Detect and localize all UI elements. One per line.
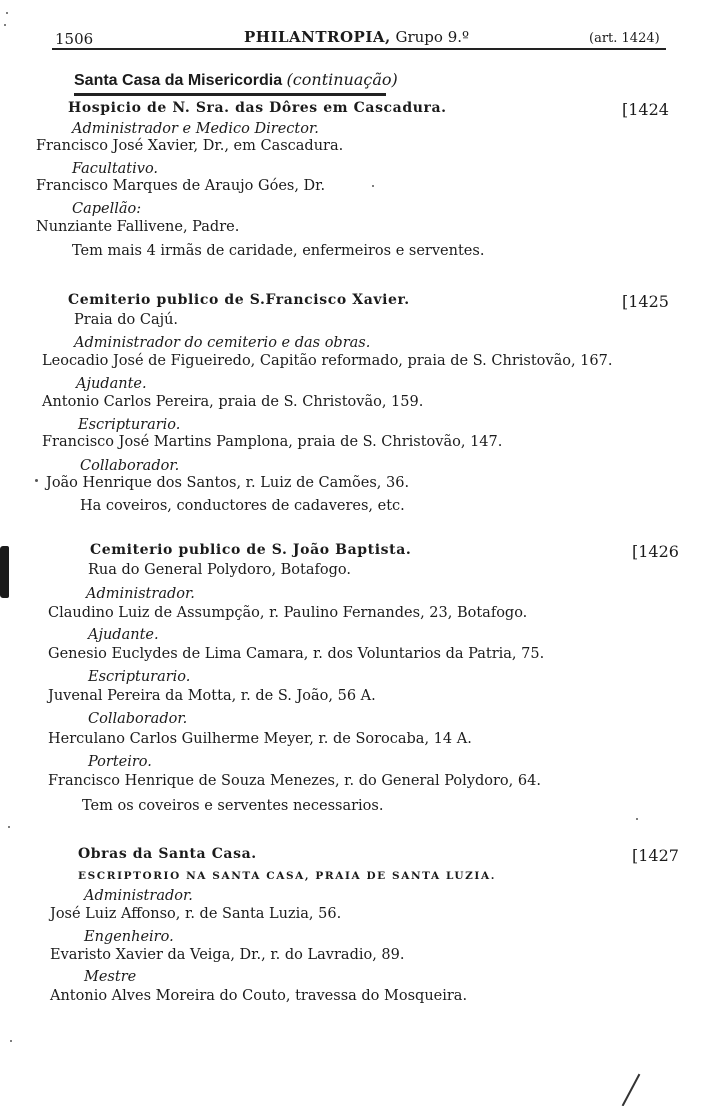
- entry-line: Francisco José Martins Pamplona, praia de S. Christovão, 147.: [42, 434, 503, 450]
- entry-role: Ajudante.: [88, 627, 159, 643]
- pencil-stroke: [622, 1074, 641, 1106]
- entry-line: Rua do General Polydoro, Botafogo.: [88, 562, 351, 578]
- entry-ref-1426: [1426: [632, 542, 679, 561]
- entry-role: Capellão:: [72, 201, 142, 217]
- header-rule: [52, 48, 666, 50]
- entry-heading-1424: Hospicio de N. Sra. das Dôres em Cascadura.: [68, 100, 447, 116]
- speck: [636, 818, 638, 820]
- entry-role: Engenheiro.: [84, 929, 174, 945]
- speck: [35, 479, 38, 482]
- entry-line: Ha coveiros, conductores de cadaveres, etc.: [80, 498, 405, 514]
- entry-heading-1425: Cemiterio publico de S.Francisco Xavier.: [68, 292, 410, 308]
- entry-ref-1425: [1425: [622, 292, 669, 311]
- entry-line: Antonio Alves Moreira do Couto, travessa do Mosqueira.: [50, 988, 468, 1004]
- entry-line: Juvenal Pereira da Motta, r. de S. João, 56 A.: [48, 688, 376, 704]
- running-title: [244, 28, 469, 46]
- page-number: 1506: [55, 30, 94, 48]
- entry-role: Facultativo.: [72, 161, 159, 177]
- entry-line: Francisco Marques de Araujo Góes, Dr.: [36, 178, 326, 194]
- entry-role: Administrador.: [84, 888, 193, 904]
- entry-line: Evaristo Xavier da Veiga, Dr., r. do Lavradio, 89.: [50, 947, 405, 963]
- section-rule: [74, 93, 386, 96]
- entry-role: Porteiro.: [88, 754, 152, 770]
- speck: [8, 826, 10, 828]
- speck: [4, 24, 6, 26]
- entry-role: Escripturario.: [88, 669, 191, 685]
- entry-line: Nunziante Fallivene, Padre.: [36, 219, 240, 235]
- entry-line: João Henrique dos Santos, r. Luiz de Camões, 36.: [46, 475, 410, 491]
- entry-ref-1424: [1424: [622, 100, 669, 119]
- entry-role: Collaborador.: [80, 458, 180, 474]
- entry-line: Antonio Carlos Pereira, praia de S. Christovão, 159.: [42, 394, 424, 410]
- entry-line: Francisco José Xavier, Dr., em Cascadura.: [36, 138, 344, 154]
- running-title-bold: PHILANTROPIA,: [244, 28, 391, 46]
- entry-line: Francisco Henrique de Souza Menezes, r. do General Polydoro, 64.: [48, 773, 541, 789]
- speck: [10, 1040, 12, 1042]
- entry-line: Praia do Cajú.: [74, 312, 179, 328]
- entry-role: Ajudante.: [76, 376, 147, 392]
- entry-line: Tem os coveiros e serventes necessarios.: [82, 798, 384, 814]
- entry-line: Leocadio José de Figueiredo, Capitão reformado, praia de S. Christovão, 167.: [42, 353, 613, 369]
- running-title-rest: Grupo 9.º: [390, 28, 470, 46]
- entry-line: José Luiz Affonso, r. de Santa Luzia, 56.: [50, 906, 342, 922]
- article-reference: (art. 1424): [589, 31, 660, 46]
- speck: [372, 185, 374, 187]
- entry-ref-1427: [1427: [632, 846, 679, 865]
- section-title-main: Santa Casa da Misericordia: [74, 72, 283, 89]
- entry-line: Tem mais 4 irmãs de caridade, enfermeiros e serventes.: [72, 243, 485, 259]
- entry-role: Administrador e Medico Director.: [72, 121, 319, 137]
- entry-role: Administrador.: [86, 586, 195, 602]
- entry-role: Administrador do cemiterio e das obras.: [74, 335, 371, 351]
- entry-line: Herculano Carlos Guilherme Meyer, r. de Sorocaba, 14 A.: [48, 731, 472, 747]
- section-title-continuation: (continuação): [286, 70, 398, 89]
- entry-role: Collaborador.: [88, 711, 188, 727]
- entry-heading-1427: Obras da Santa Casa.: [78, 846, 257, 862]
- section-title: [74, 70, 398, 90]
- margin-ink-mark: [0, 546, 9, 598]
- entry-line: Claudino Luiz de Assumpção, r. Paulino Fernandes, 23, Botafogo.: [48, 605, 528, 621]
- speck: [6, 12, 8, 14]
- entry-role: Escripturario.: [78, 417, 181, 433]
- entry-heading-1426: Cemiterio publico de S. João Baptista.: [90, 542, 412, 558]
- entry-subheading: ESCRIPTORIO NA SANTA CASA, PRAIA DE SANTA LUZIA.: [78, 870, 496, 882]
- entry-role: Mestre: [84, 969, 137, 985]
- entry-line: Genesio Euclydes de Lima Camara, r. dos Voluntarios da Patria, 75.: [48, 646, 545, 662]
